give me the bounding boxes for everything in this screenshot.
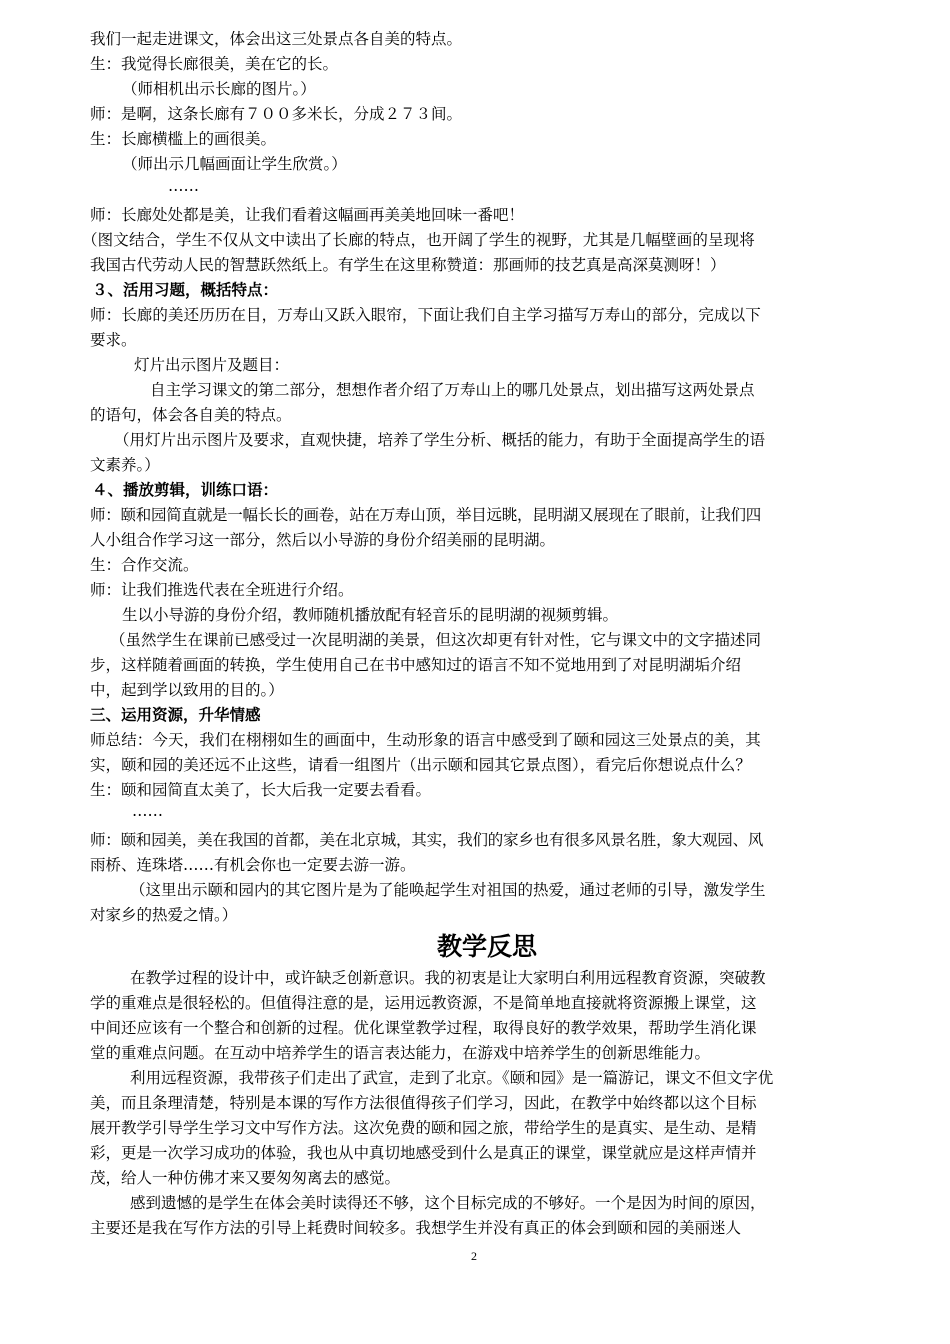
text-line: 雨桥、连珠塔……有机会你也一定要去游一游。 <box>90 856 416 874</box>
text-line: 师：长廊处处都是美，让我们看着这幅画再美美地回味一番吧！ <box>90 206 525 224</box>
text-line: （师相机出示长廊的图片。） <box>122 80 316 98</box>
ellipsis: …… <box>168 177 199 195</box>
section-heading: 三、运用资源，升华情感 <box>90 706 261 724</box>
text-line: 步，这样随着画面的转换，学生使用自己在书中感知过的语言不知不觉地用到了对昆明湖垢介绍 <box>90 656 742 674</box>
text-line: 生：长廊横槛上的画很美。 <box>90 130 277 148</box>
text-line: 感到遗憾的是学生在体会美时读得还不够，这个目标完成的不够好。一个是因为时间的原因， <box>130 1194 766 1212</box>
text-line: 人小组合作学习这一部分，然后以小导游的身份介绍美丽的昆明湖。 <box>90 531 556 549</box>
text-line: 师：让我们推选代表在全班进行介绍。 <box>90 581 354 599</box>
text-line: 展开教学引导学生学习文中写作方法。这次免费的颐和园之旅，带给学生的是真实、是生动、是精 <box>90 1119 757 1137</box>
text-line: 生：合作交流。 <box>90 556 199 574</box>
text-line: （这里出示颐和园内的其它图片是为了能唤起学生对祖国的热爱，通过老师的引导，激发学生 <box>130 881 766 899</box>
text-line: 生：我觉得长廊很美，美在它的长。 <box>90 55 339 73</box>
text-line: 中，起到学以致用的目的。） <box>90 681 284 699</box>
text-line: （虽然学生在课前已感受过一次昆明湖的美景，但这次却更有针对性，它与课文中的文字描述同 <box>110 631 762 649</box>
section-heading: ４、播放剪辑，训练口语： <box>92 481 279 499</box>
text-line: 茂，给人一种仿佛才来又要匆匆离去的感觉。 <box>90 1169 401 1187</box>
text-line: 生：颐和园简直太美了，长大后我一定要去看看。 <box>90 781 432 799</box>
text-line: 主要还是我在写作方法的引导上耗费时间较多。我想学生并没有真正的体会到颐和园的美丽迷人 <box>90 1219 742 1237</box>
text-line: 利用远程资源，我带孩子们走出了武宣，走到了北京。《颐和园》是一篇游记，课文不但文字优 <box>130 1069 774 1087</box>
text-line: 堂的重难点问题。在互动中培养学生的语言表达能力，在游戏中培养学生的创新思维能力。 <box>90 1044 711 1062</box>
text-line: 文素养。） <box>90 456 160 474</box>
text-line: 灯片出示图片及题目： <box>134 356 290 374</box>
text-line: 自主学习课文的第二部分，想想作者介绍了万寿山上的哪几处景点，划出描写这两处景点 <box>150 381 755 399</box>
page-title: 教学反思 <box>437 932 538 961</box>
text-line: （师出示几幅画面让学生欣赏。） <box>122 155 347 173</box>
text-line: 我国古代劳动人民的智慧跃然纸上。有学生在这里称赞道：那画师的技艺真是高深莫测呀！） <box>90 256 726 274</box>
text-line: （图文结合，学生不仅从文中读出了长廊的特点，也开阔了学生的视野，尤其是几幅壁画的呈现将 <box>82 231 755 249</box>
text-line: 实，颐和园的美还远不止这些，请看一组图片（出示颐和园其它景点图），看完后你想说点什么？ <box>90 756 751 774</box>
text-line: 要求。 <box>90 331 137 349</box>
ellipsis: …… <box>132 802 163 820</box>
text-line: 师：是啊，这条长廊有７００多米长，分成２７３间。 <box>90 105 463 123</box>
text-line: 的语句，体会各自美的特点。 <box>90 406 292 424</box>
text-line: 对家乡的热爱之情。） <box>90 906 238 924</box>
text-line: 在教学过程的设计中，或许缺乏创新意识。我的初衷是让大家明白利用远程教育资源，突破教 <box>130 969 766 987</box>
text-line: 我们一起走进课文，体会出这三处景点各自美的特点。 <box>90 30 463 48</box>
text-line: 美，而且条理清楚，特别是本课的写作方法很值得孩子们学习，因此，在教学中始终都以这个目标 <box>90 1094 757 1112</box>
page-number: 2 <box>471 1249 477 1263</box>
text-line: 师：颐和园美，美在我国的首都，美在北京城，其实，我们的家乡也有很多风景名胜，象大观园、风 <box>90 831 764 849</box>
text-line: 中间还应该有一个整合和创新的过程。优化课堂教学过程，取得良好的教学效果，帮助学生消化课 <box>90 1019 757 1037</box>
text-line: 师总结：今天，我们在栩栩如生的画面中，生动形象的语言中感受到了颐和园这三处景点的美，其 <box>90 731 761 749</box>
text-line: 彩，更是一次学习成功的体验，我也从中真切地感受到什么是真正的课堂，课堂就应是这样声情并 <box>90 1144 757 1162</box>
text-line: 学的重难点是很轻松的。但值得注意的是，运用远教资源，不是简单地直接就将资源搬上课堂，这 <box>90 994 757 1012</box>
text-line: 生以小导游的身份介绍，教师随机播放配有轻音乐的昆明湖的视频剪辑。 <box>122 606 619 624</box>
text-line: （用灯片出示图片及要求，直观快捷，培养了学生分析、概括的能力，有助于全面提高学生的语 <box>114 431 766 449</box>
text-line: 师：长廊的美还历历在目，万寿山又跃入眼帘，下面让我们自主学习描写万寿山的部分，完成以下 <box>90 306 761 324</box>
text-line: 师：颐和园简直就是一幅长长的画卷，站在万寿山顶，举目远眺，昆明湖又展现在了眼前，让我们四 <box>90 506 762 524</box>
section-heading: ３、活用习题，概括特点： <box>92 281 279 299</box>
